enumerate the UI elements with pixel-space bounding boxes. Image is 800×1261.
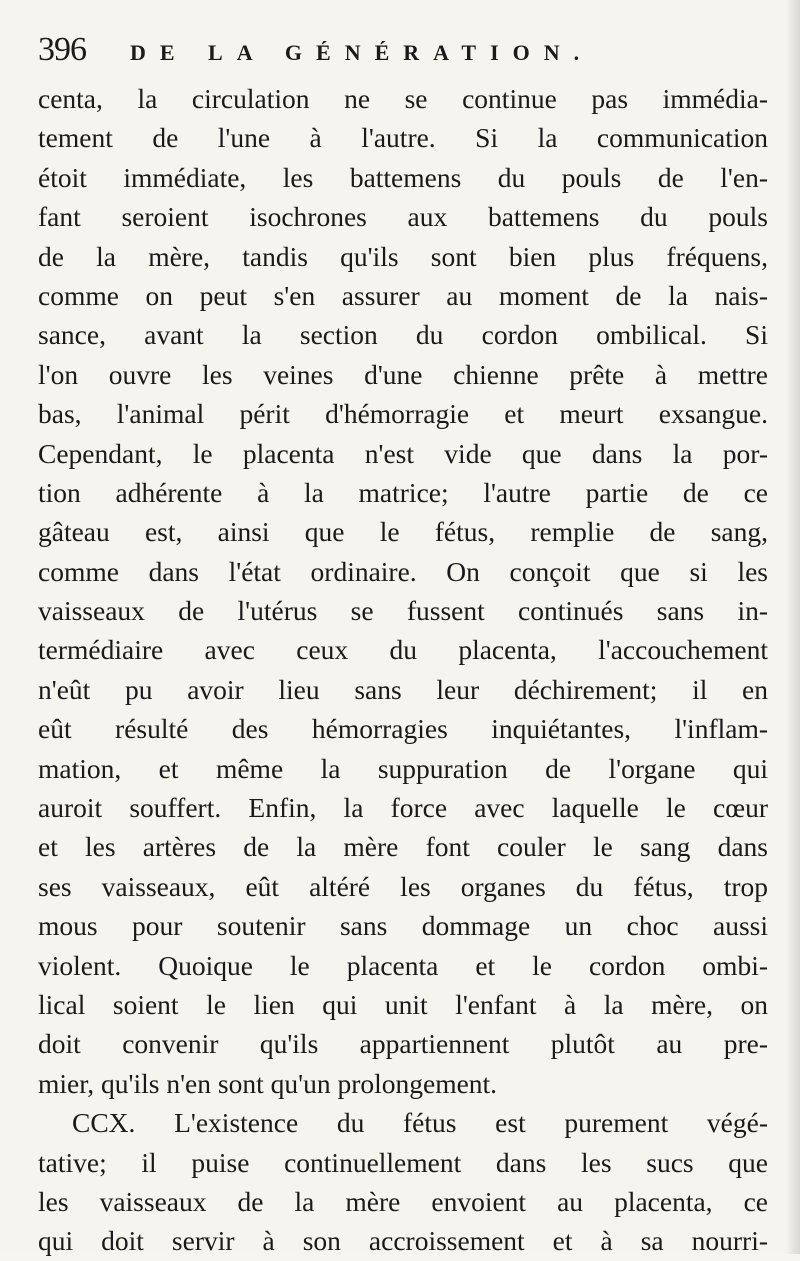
- text-line: tative; il puise continuellement dans les sucs que: [38, 1146, 768, 1178]
- text-line: n'eût pu avoir lieu sans leur déchirement; il en: [38, 673, 768, 705]
- page-number: 396: [38, 31, 86, 68]
- text-line: gâteau est, ainsi que le fétus, remplie de sang,: [38, 516, 768, 548]
- text-line: vaisseaux de l'utérus se fussent continués sans in-: [38, 595, 768, 627]
- page-edge-shadow: [786, 0, 800, 1254]
- text-line: étoit immédiate, les battemens du pouls de l'en-: [38, 161, 768, 193]
- text-line: l'on ouvre les veines d'une chienne prête à mettre: [38, 358, 768, 390]
- text-line: sance, avant la section du cordon ombilical. Si: [38, 319, 768, 351]
- text-line: eût résulté des hémorragies inquiétantes, l'inflam-: [38, 713, 768, 745]
- paragraph-last-line: mier, qu'ils n'en sont qu'un prolongement.: [38, 1067, 498, 1099]
- body-text: [38, 79, 768, 1261]
- text-line: les vaisseaux de la mère envoient au placenta, ce: [38, 1185, 768, 1217]
- page-header: [38, 30, 778, 78]
- text-line: bas, l'animal périt d'hémorragie et meurt exsangue.: [38, 398, 768, 430]
- text-line: tion adhérente à la matrice; l'autre partie de ce: [38, 476, 768, 508]
- text-line: doit convenir qu'ils appartiennent plutôt au pre-: [38, 1028, 768, 1060]
- text-line: centa, la circulation ne se continue pas immédia-: [38, 83, 768, 114]
- text-line: et les artères de la mère font couler le sang dans: [38, 831, 768, 863]
- section-heading-line: CCX. L'existence du fétus est purement végé-: [72, 1107, 768, 1139]
- running-title: DE LA GÉNÉRATION.: [130, 40, 594, 65]
- text-line: lical soient le lien qui unit l'enfant à la mère, on: [38, 988, 768, 1020]
- text-line: Cependant, le placenta n'est vide que dans la por-: [38, 437, 768, 469]
- text-line: ses vaisseaux, eût altéré les organes du fétus, trop: [38, 870, 768, 902]
- text-line: violent. Quoique le placenta et le cordon ombi-: [38, 949, 768, 981]
- text-line: fant seroient isochrones aux battemens du pouls: [38, 201, 768, 233]
- text-line: de la mère, tandis qu'ils sont bien plus fréquens,: [38, 240, 768, 272]
- text-line: tement de l'une à l'autre. Si la communication: [38, 122, 768, 154]
- text-line: mous pour soutenir sans dommage un choc aussi: [38, 910, 768, 942]
- text-line: comme on peut s'en assurer au moment de la nais-: [38, 279, 768, 311]
- text-line: comme dans l'état ordinaire. On conçoit que si les: [38, 555, 768, 587]
- text-line: qui doit servir à son accroissement et à sa nourri-: [38, 1225, 768, 1257]
- text-line: mation, et même la suppuration de l'organe qui: [38, 752, 768, 784]
- text-line: termédiaire avec ceux du placenta, l'accouchement: [38, 634, 768, 666]
- text-line: auroit souffert. Enfin, la force avec laquelle le cœur: [38, 792, 768, 824]
